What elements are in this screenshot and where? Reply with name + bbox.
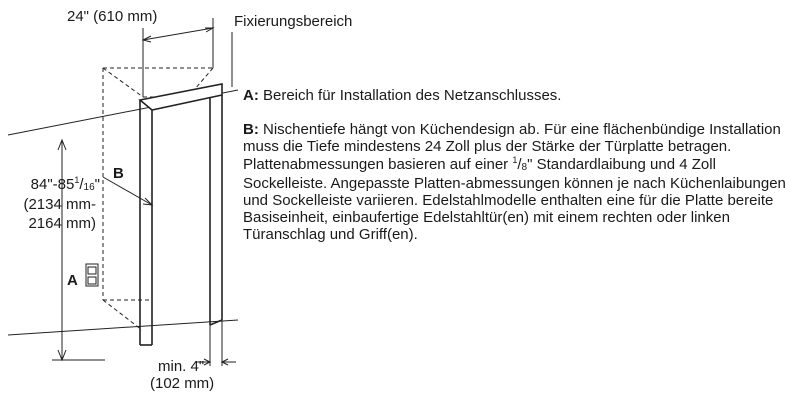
note-a (243, 87, 795, 104)
note-b-frac-slash: / (517, 155, 522, 173)
note-b-frac-num: 1 (512, 154, 518, 165)
height-frac-slash: / (79, 176, 84, 193)
height-dimension (52, 140, 105, 360)
floor-line (8, 320, 238, 335)
note-a-key: A: (243, 87, 259, 104)
height-frac-den: 16 (83, 182, 95, 193)
height-label (0, 176, 100, 195)
gap-mm-label: (102 mm) (150, 375, 215, 392)
depth-b-line (103, 177, 152, 205)
gap-label: min. 4" (158, 358, 205, 375)
note-b-text-2: " Standardlaibung und 4 Zoll Sockelleiste. Angepasste Platten-abmessungen können je nach Küchenlaibungen und Sockelleiste variieren. Edelstahlmodelle enthalten eine für die Platte bereite Basiseinheit, einbaufertige Edelstahltür(en) mit einem rechten oder linken Türanschlag und Griff(en). (243, 155, 786, 244)
note-a-text: Bereich für Installation des Netzanschlusses. (258, 87, 562, 104)
note-b-key: B: (243, 121, 259, 139)
marker-b: B (113, 165, 124, 182)
height-inch-quote: " (94, 176, 100, 193)
notes-section (243, 87, 795, 244)
note-b-frac-den: 8 (521, 161, 528, 173)
height-frac-num: 1 (74, 175, 80, 185)
height-mm-line2: 2164 mm) (28, 215, 96, 232)
fixation-area-label: Fixierungsbereich (234, 13, 353, 30)
marker-a: A (67, 272, 78, 289)
width-label: 24" (610 mm) (67, 8, 158, 25)
height-inch-main: 84"-85 (30, 176, 75, 193)
height-mm-line1: (2134 mm- (23, 196, 96, 213)
door-panel (140, 84, 222, 345)
note-b (243, 121, 795, 243)
outlet-icon (86, 264, 98, 286)
width-dimension (143, 18, 213, 97)
note-b-text-1: Nischentiefe hängt von Küchendesign ab. Für eine flächenbündige Installation muss die Tiefe mindestens 24 Zoll plus der Stärke der Türplatte betragen. Plattenabmessungen basieren auf einer (243, 121, 781, 173)
